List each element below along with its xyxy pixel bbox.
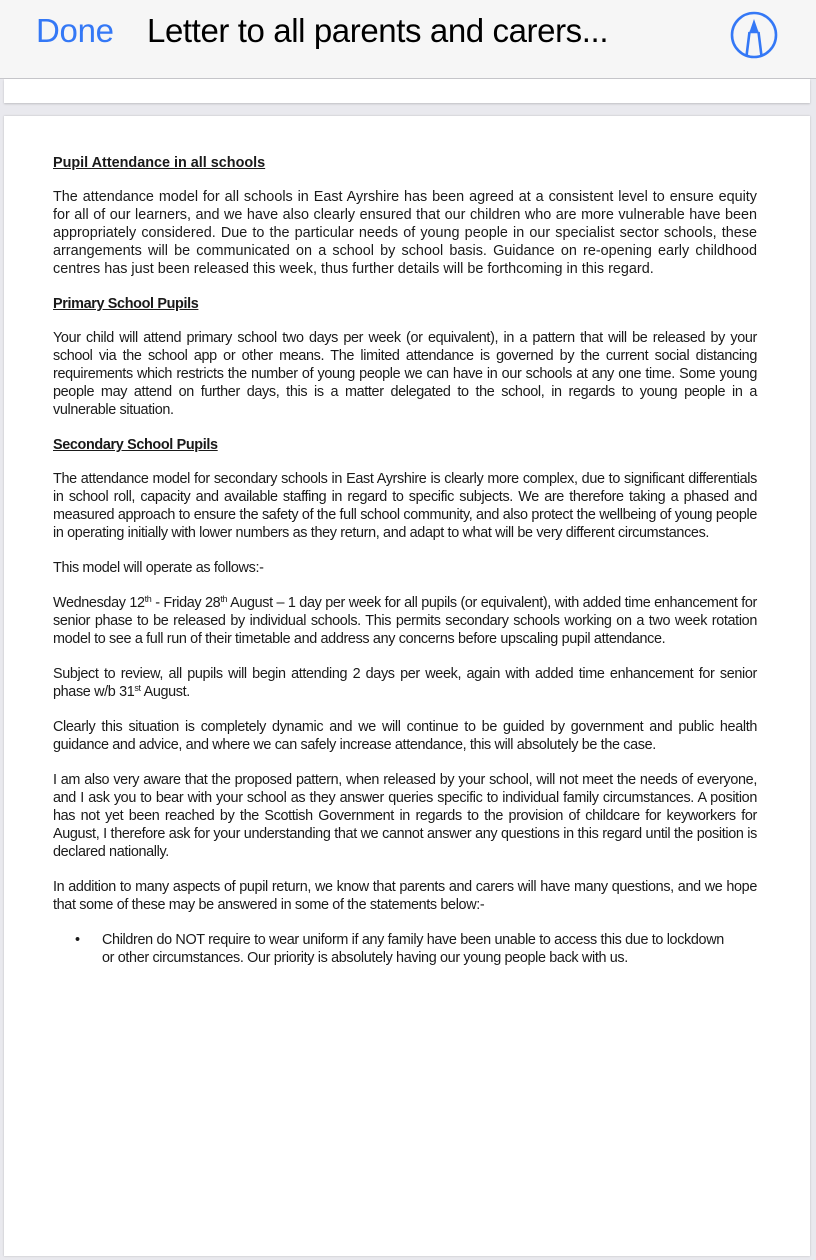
pdf-viewer[interactable]	[0, 79, 816, 1260]
done-button[interactable]: Done	[36, 12, 114, 49]
paragraph: In addition to many aspects of pupil return, we know that parents and carers will have many questions, and we hope that some of these may be answered in some of the statements below:-	[53, 879, 757, 913]
section-heading: Secondary School Pupils	[53, 437, 218, 453]
paragraph: The attendance model for secondary schools in East Ayrshire is clearly more complex, due to significant differentials in school roll, capacity and available staffing in regard to specific subjects. We are therefore taking a phased and measured approach to ensure the safety of the full school community, and also protect the wellbeing of young people in operating initially with lower numbers as they return, and adapt to what will be very different circumstances.	[53, 471, 757, 541]
document-title: Letter to all parents and carers...	[147, 12, 609, 49]
document-page	[4, 116, 810, 1256]
section-heading: Primary School Pupils	[53, 296, 199, 312]
bullet-list	[53, 931, 757, 967]
paragraph: Your child will attend primary school two days per week (or equivalent), in a pattern that will be released by your school via the school app or other means. The limited attendance is governed by the current social distancing requirements which restricts the number of young people we can have in our schools at any one time. Some young people may attend on further days, this is a matter delegated to the school, in regards to young people in a vulnerable situation.	[53, 330, 757, 418]
previous-page	[4, 79, 810, 103]
navigation-bar	[0, 0, 816, 79]
bullet-icon: •	[75, 932, 80, 948]
list-item: • Children do NOT require to wear uniform if any family have been unable to access this due to lockdown or other circumstances. Our priority is absolutely having our young people back with us.	[75, 932, 724, 966]
paragraph: I am also very aware that the proposed pattern, when released by your school, will not meet the needs of everyone, and I ask you to bear with your school as they answer queries specific to individual family circumstances. A position has not yet been reached by the Scottish Government in regards to the provision of childcare for keyworkers for August, I therefore ask for your understanding that we cannot answer any questions in this regard until the position is declared nationally.	[53, 772, 757, 860]
section-heading: Pupil Attendance in all schools	[53, 155, 266, 171]
page-content	[53, 154, 757, 967]
markup-pen-circle-icon	[729, 10, 779, 60]
review-paragraph: Subject to review, all pupils will begin attending 2 days per week, again with added time enhancement for senior phase w/b 31st August.	[53, 666, 757, 700]
paragraph: This model will operate as follows:-	[53, 560, 264, 576]
paragraph: The attendance model for all schools in East Ayrshire has been agreed at a consistent level to ensure equity for all of our learners, and we have also clearly ensured that our children who are more vulnerable have been appropriately considered. Due to the particular needs of young people in our specialist sector schools, these arrangements will be communicated on a school by school basis. Guidance on re-opening early childhood centres has just been released this week, thus further details will be forthcoming in this regard.	[53, 189, 757, 277]
markup-button[interactable]	[729, 10, 779, 60]
paragraph: Clearly this situation is completely dynamic and we will continue to be guided by government and public health guidance and advice, and where we can safely increase attendance, this will absolutely be the case.	[53, 719, 757, 753]
schedule-paragraph: Wednesday 12th - Friday 28th August – 1 day per week for all pupils (or equivalent), with added time enhancement for senior phase to be released by individual schools. This permits secondary schools working on a two week rotation model to see a full run of their timetable and address any concerns before upscaling pupil attendance.	[53, 594, 757, 647]
